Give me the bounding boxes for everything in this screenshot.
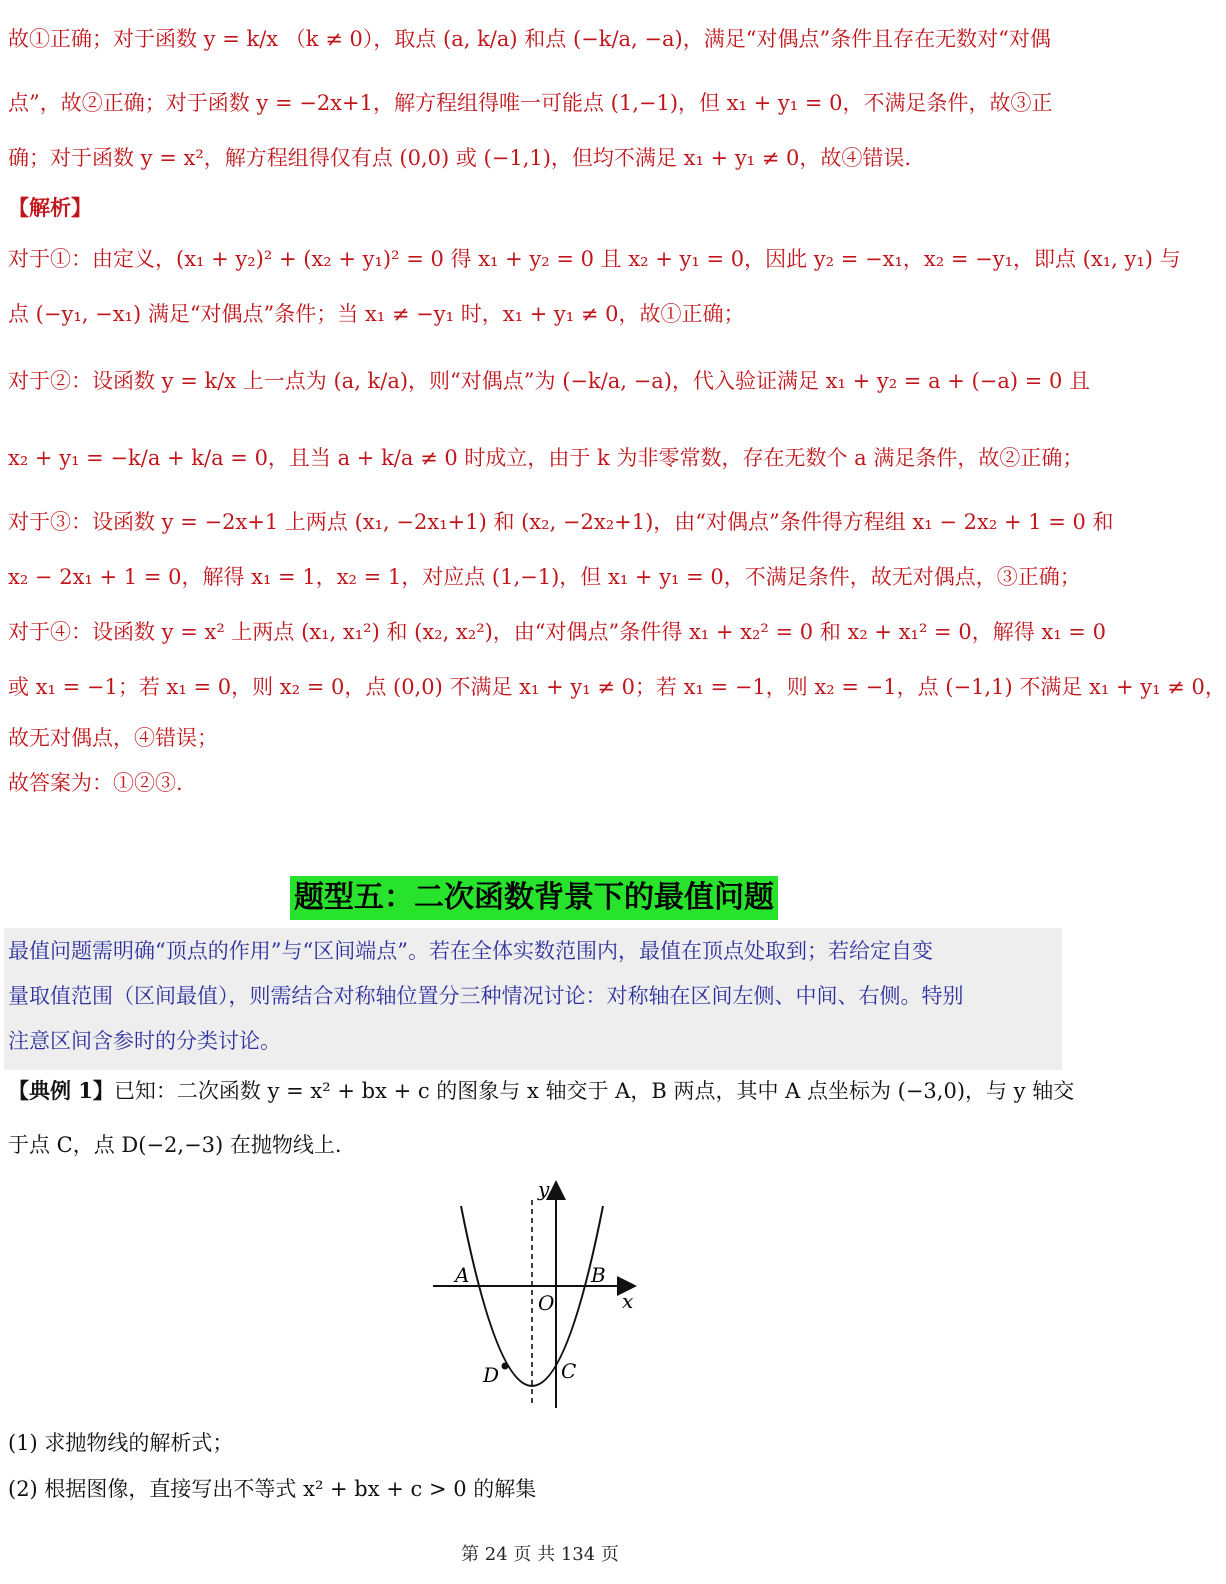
- solution-line-10: x₂ − 2x₁ + 1 = 0，解得 x₁ = 1，x₂ = 1，对应点 (1,−1)，但 x₁ + y₁ = 0，不满足条件，故无对偶点，③正确；: [8, 565, 1081, 589]
- solution-line-5: 对于①：由定义，(x₁ + y₂)² + (x₂ + y₁)² = 0 得 x₁ + y₂ = 0 且 x₂ + y₁ = 0，因此 y₂ = −x₁，x₂ = −y₁，即点 (x₁, y₁) 与: [8, 247, 1181, 271]
- solution-line-13: 故无对偶点，④错误；: [8, 726, 218, 750]
- label-a: A: [455, 1263, 470, 1287]
- solution-line-6: 点 (−y₁, −x₁) 满足“对偶点”条件；当 x₁ ≠ −y₁ 时，x₁ + y₁ ≠ 0，故①正确；: [8, 302, 745, 326]
- example-label: 【典例 1】: [8, 1078, 114, 1103]
- solution-line-2: 点”，故②正确；对于函数 y = −2x+1，解方程组得唯一可能点 (1,−1)，但 x₁ + y₁ = 0，不满足条件，故③正: [8, 91, 1053, 115]
- label-c: C: [561, 1359, 577, 1383]
- label-x: x: [622, 1289, 634, 1313]
- parabola-curve: [461, 1206, 603, 1386]
- solution-line-9: 对于③：设函数 y = −2x+1 上两点 (x₁, −2x₁+1) 和 (x₂, −2x₂+1)，由“对偶点”条件得方程组 x₁ − 2x₂ + 1 = 0 和: [8, 510, 1114, 534]
- note-line-1: 最值问题需明确“顶点的作用”与“区间端点”。若在全体实数范围内，最值在顶点处取到；若给定自变: [8, 939, 933, 963]
- solution-line-7: 对于②：设函数 y = k/x 上一点为 (a, k/a)，则“对偶点”为 (−k/a, −a)，代入验证满足 x₁ + y₂ = a + (−a) = 0 且: [8, 369, 1091, 393]
- section-title: 题型五：二次函数背景下的最值问题: [290, 876, 778, 920]
- label-b: B: [591, 1263, 606, 1287]
- solution-line-11: 对于④：设函数 y = x² 上两点 (x₁, x₁²) 和 (x₂, x₂²)，由“对偶点”条件得 x₁ + x₂² = 0 和 x₂ + x₁² = 0，解得 x₁ = 0: [8, 620, 1106, 644]
- note-line-3: 注意区间含参时的分类讨论。: [8, 1029, 281, 1053]
- answer-line: 故答案为：①②③.: [8, 771, 183, 795]
- point-d: [502, 1363, 509, 1370]
- parabola-graph: [425, 1176, 645, 1416]
- example-text-1: 已知：二次函数 y = x² + bx + c 的图象与 x 轴交于 A，B 两点，其中 A 点坐标为 (−3,0)，与 y 轴交: [113, 1079, 1075, 1103]
- solution-line-1: 故①正确；对于函数 y = k/x （k ≠ 0），取点 (a, k/a) 和点 (−k/a, −a)，满足“对偶点”条件且存在无数对“对偶: [8, 27, 1051, 51]
- example-line-1: [8, 1076, 1074, 1106]
- note-line-2: 量取值范围（区间最值），则需结合对称轴位置分三种情况讨论：对称轴在区间左侧、中间、右侧。特别: [8, 984, 964, 1008]
- question-1: (1) 求抛物线的解析式；: [8, 1431, 234, 1455]
- page-footer: 第 24 页 共 134 页: [461, 1544, 619, 1565]
- solution-line-3: 确；对于函数 y = x²，解方程组得仅有点 (0,0) 或 (−1,1)，但均不满足 x₁ + y₁ ≠ 0，故④错误.: [8, 146, 912, 170]
- label-o: O: [538, 1291, 555, 1315]
- solution-line-12: 或 x₁ = −1；若 x₁ = 0，则 x₂ = 0，点 (0,0) 不满足 x₁ + y₁ ≠ 0；若 x₁ = −1，则 x₂ = −1，点 (−1,1) 不满足 x₁ + y₁ ≠ 0，: [8, 675, 1226, 699]
- question-2: (2) 根据图像，直接写出不等式 x² + bx + c > 0 的解集: [8, 1477, 537, 1501]
- label-y: y: [538, 1177, 550, 1201]
- solution-line-8: x₂ + y₁ = −k/a + k/a = 0，且当 a + k/a ≠ 0 时成立，由于 k 为非零常数，存在无数个 a 满足条件，故②正确；: [8, 446, 1084, 470]
- analysis-heading: 【解析】: [8, 195, 92, 220]
- label-d: D: [483, 1363, 500, 1387]
- example-line-2: 于点 C，点 D(−2,−3) 在抛物线上.: [8, 1133, 342, 1157]
